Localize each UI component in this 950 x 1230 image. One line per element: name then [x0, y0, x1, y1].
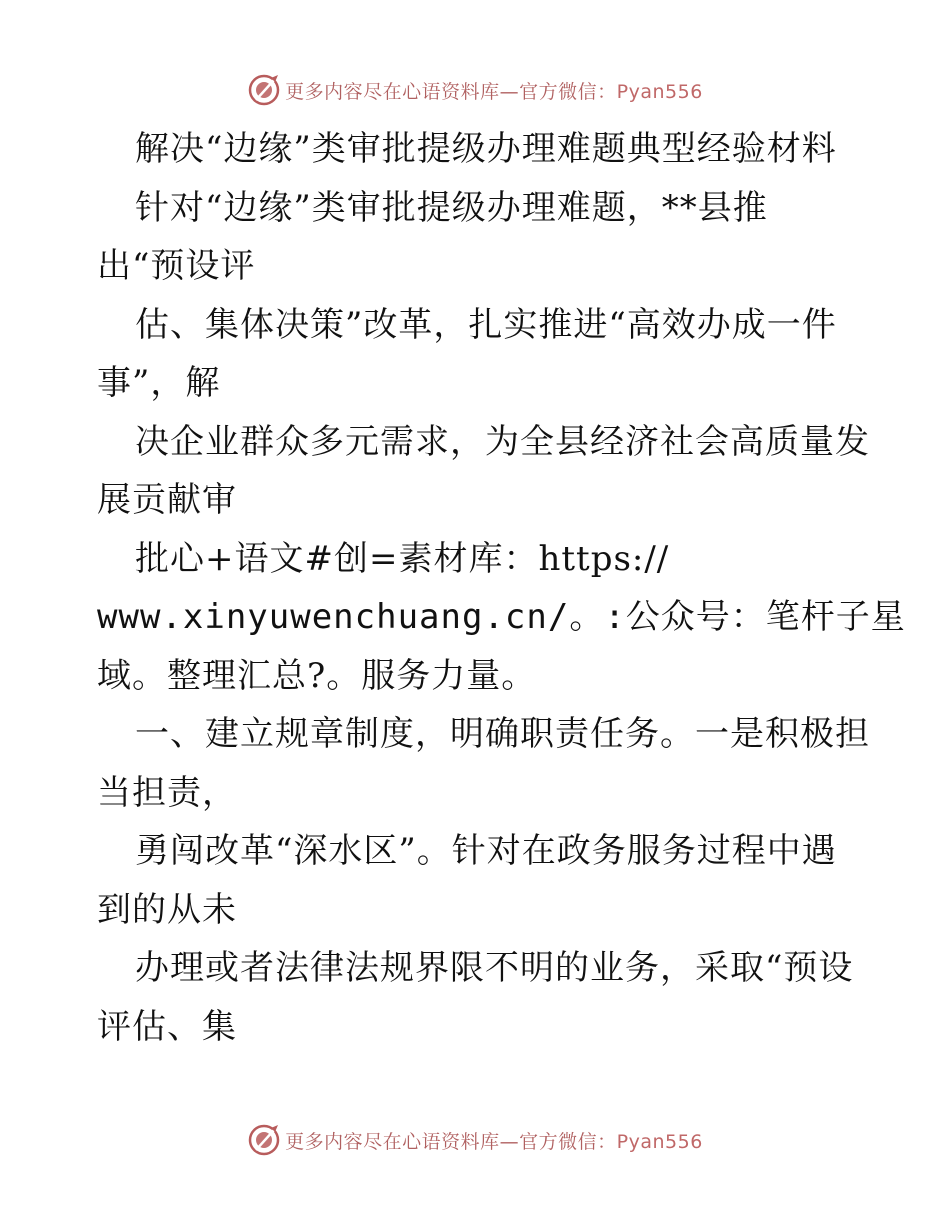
footer-watermark-handle: Pyan556: [616, 1130, 703, 1153]
doc-line-8: 批心+语文#创=素材库：https://: [135, 538, 670, 579]
doc-line-14: 到的从未: [97, 889, 237, 930]
doc-line-15: 办理或者法律法规界限不明的业务，采取“预设: [135, 948, 854, 988]
footer-watermark: [0, 1120, 950, 1160]
doc-line-10: 域。整理汇总?。服务力量。: [97, 655, 537, 696]
doc-line-7: 展贡献审: [97, 480, 237, 520]
doc-line-9: www.xinyuwenchuang.cn/。:公众号：笔杆子星: [97, 597, 906, 637]
doc-line-13: 勇闯改革“深水区”。针对在政务服务过程中遇: [135, 831, 837, 871]
header-watermark: [0, 70, 950, 110]
doc-line-6: 决企业群众多元需求，为全县经济社会高质量发: [135, 421, 870, 462]
header-watermark-handle: Pyan556: [616, 80, 703, 103]
doc-title: 解决“边缘”类审批提级办理难题典型经验材料: [135, 129, 837, 169]
doc-line-3: 出“预设评: [97, 246, 256, 286]
doc-line-4: 估、集体决策”改革，扎实推进“高效办成一件: [135, 304, 837, 345]
document-body: [97, 120, 906, 1056]
doc-line-2: 针对“边缘”类审批提级办理难题，**县推: [135, 187, 768, 228]
footer-watermark-text: 更多内容尽在心语资料库—官方微信：Pyan556: [285, 1130, 703, 1153]
doc-line-12: 当担责，: [97, 772, 237, 813]
doc-line-16: 评估、集: [97, 1006, 237, 1047]
header-watermark-text: 更多内容尽在心语资料库—官方微信：Pyan556: [285, 80, 703, 103]
doc-section-heading-1: 一、建立规章制度，明确职责任务。一是积极担: [135, 714, 870, 754]
doc-line-5: 事”，解: [97, 363, 221, 403]
pen-seal-logo-icon: [247, 1123, 281, 1157]
pen-seal-logo-icon: [247, 73, 281, 107]
